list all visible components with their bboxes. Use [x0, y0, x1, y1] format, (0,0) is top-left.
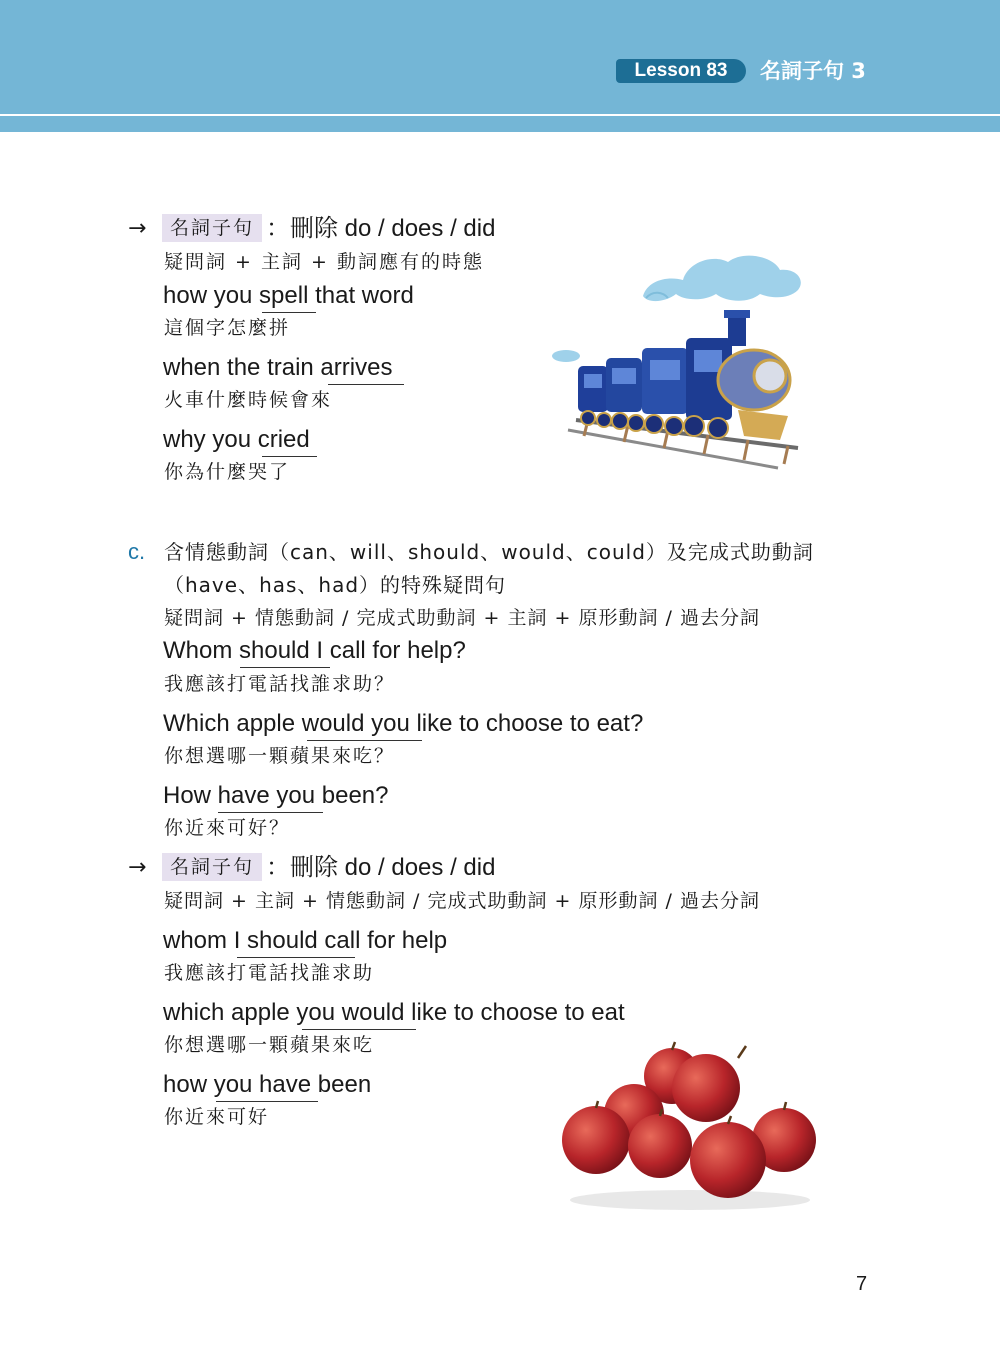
example-en: which apple you would like to choose to eat — [163, 999, 625, 1026]
example-zh: 這個字怎麼拼 — [164, 317, 291, 339]
example-zh: 我應該打電話找誰求助？ — [164, 673, 396, 695]
header-stripe — [0, 116, 1000, 132]
example-en: why you cried — [163, 426, 310, 453]
apples-illustration — [556, 1040, 824, 1212]
underline — [237, 957, 355, 958]
formula-text: 疑問詞 + 主詞 + 動詞應有的時態 — [164, 251, 484, 273]
example-zh: 你近來可好 — [164, 1106, 270, 1128]
lesson-title: 名詞子句 3 — [760, 59, 866, 83]
clause-tag: 名詞子句 — [162, 214, 262, 242]
example-en: whom I should call for help — [163, 927, 448, 954]
underline — [328, 384, 404, 385]
page-number: 7 — [856, 1273, 868, 1295]
arrow-icon: → — [128, 216, 147, 241]
rule-text: ：刪除 do / does / did — [266, 854, 496, 881]
underline — [262, 312, 316, 313]
steam-train-illustration — [548, 240, 810, 472]
lesson-badge: Lesson 83 — [616, 59, 746, 83]
example-en: how you have been — [163, 1071, 372, 1098]
underline — [307, 740, 422, 741]
underline — [216, 1101, 318, 1102]
example-zh: 我應該打電話找誰求助 — [164, 962, 375, 984]
underline — [302, 1029, 416, 1030]
example-en: How have you been? — [163, 782, 389, 809]
example-zh: 你近來可好？ — [164, 817, 291, 839]
underline — [262, 456, 317, 457]
example-zh: 火車什麼時候會來 — [164, 389, 333, 411]
underline — [218, 812, 323, 813]
example-en: how you spell that word — [163, 282, 414, 309]
example-en: Whom should I call for help? — [163, 637, 466, 664]
section-heading-line2: （have、has、had）的特殊疑問句 — [164, 573, 507, 597]
arrow-icon: → — [128, 855, 147, 880]
example-en: Which apple would you like to choose to eat? — [163, 710, 644, 737]
example-zh: 你想選哪一顆蘋果來吃 — [164, 1034, 375, 1056]
section-heading-line1: 含情態動詞（can、will、should、would、could）及完成式助動詞 — [164, 540, 814, 564]
example-en: when the train arrives — [163, 354, 393, 381]
underline — [240, 667, 330, 668]
example-zh: 你為什麼哭了 — [164, 461, 291, 483]
formula-text: 疑問詞 + 情態動詞 / 完成式助動詞 + 主詞 + 原形動詞 / 過去分詞 — [164, 607, 760, 629]
clause-tag: 名詞子句 — [162, 853, 262, 881]
rule-text: ：刪除 do / does / did — [266, 215, 496, 242]
section-marker: c. — [128, 539, 146, 564]
example-zh: 你想選哪一顆蘋果來吃？ — [164, 745, 396, 767]
formula-text: 疑問詞 + 主詞 + 情態動詞 / 完成式助動詞 + 原形動詞 / 過去分詞 — [164, 890, 760, 912]
